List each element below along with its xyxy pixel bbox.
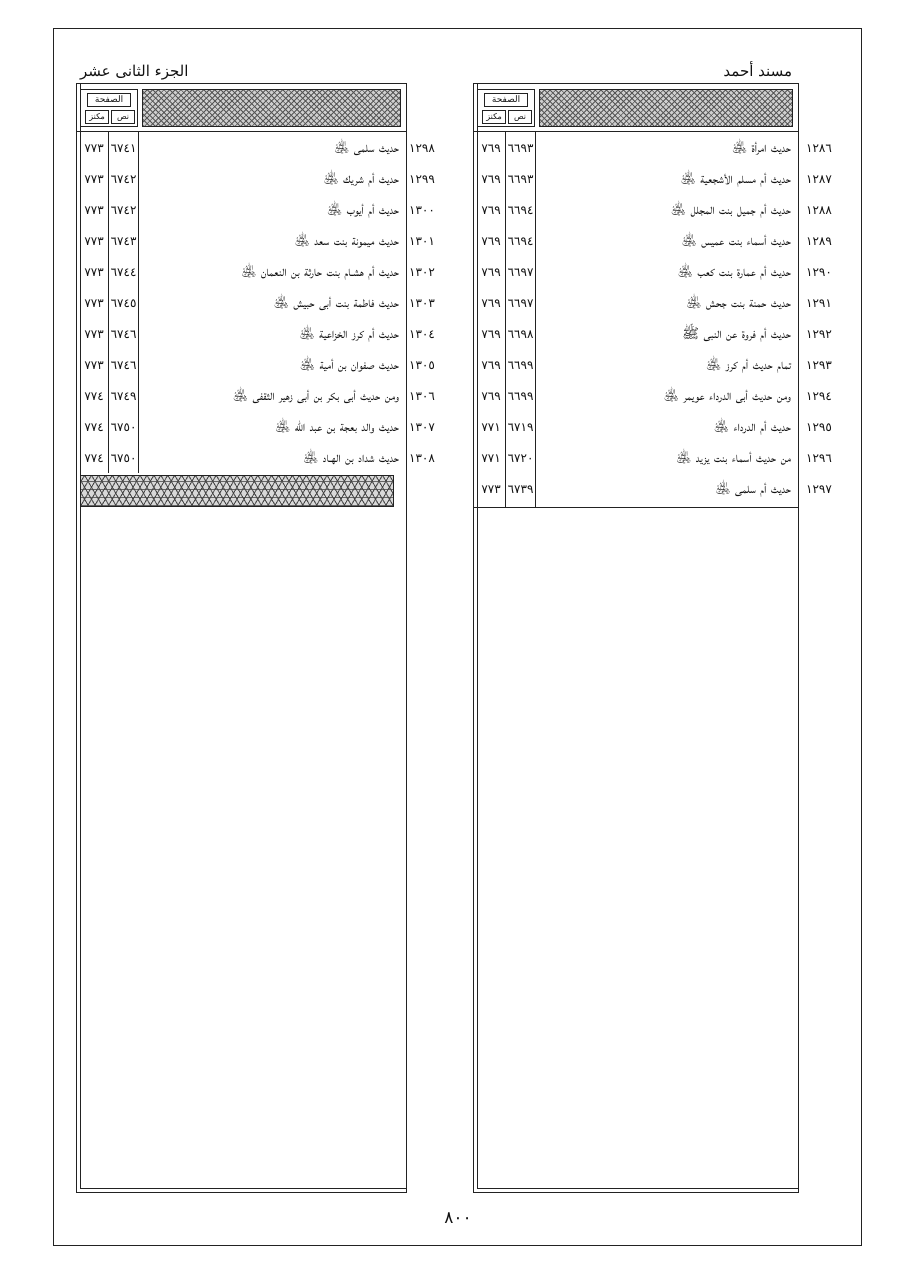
entry-title: حديث حمنة بنت جحش ﵁ xyxy=(686,295,791,311)
index-entry xyxy=(76,226,407,257)
nass-page: ٦٧٤٤ xyxy=(110,265,137,279)
nass-label: نص xyxy=(111,110,135,124)
entry-title: حديث أم كرز الخزاعية ﵁ xyxy=(299,326,399,342)
maknaz-page: ٧٧٣ xyxy=(84,327,104,341)
index-entry xyxy=(76,443,407,474)
entry-number: ١٢٨٨ xyxy=(806,203,832,217)
entry-title: حديث أم جميل بنت المجلل ﵁ xyxy=(670,202,791,218)
page-label: الصفحة xyxy=(484,93,528,107)
nass-page: ٦٦٩٩ xyxy=(507,358,534,372)
nass-page: ٦٧٤٢ xyxy=(110,172,137,186)
entry-title: ومن حديث أبى بكر بن أبى زهير الثقفى ﵁ xyxy=(232,388,399,404)
index-entry xyxy=(76,350,407,381)
index-entry xyxy=(473,443,799,474)
maknaz-page: ٧٧٣ xyxy=(84,265,104,279)
entry-title: حديث أم عمارة بنت كعب ﵁ xyxy=(677,264,791,280)
nass-page: ٦٦٩٩ xyxy=(507,389,534,403)
entry-number: ١٣٠٨ xyxy=(409,451,435,465)
entry-number: ١٣٠٦ xyxy=(409,389,435,403)
nass-page: ٦٧١٩ xyxy=(507,420,534,434)
nass-page: ٦٧٥٠ xyxy=(110,451,137,465)
index-entry xyxy=(473,381,799,412)
maknaz-page: ٧٧٣ xyxy=(84,358,104,372)
maknaz-page: ٧٧٤ xyxy=(84,451,104,465)
index-entry xyxy=(76,257,407,288)
nass-page: ٦٦٩٨ xyxy=(507,327,534,341)
maknaz-page: ٧٧٣ xyxy=(84,234,104,248)
entry-title: حديث أم سلمى ﵁ xyxy=(715,481,791,497)
maknaz-page: ٧٧١ xyxy=(481,420,501,434)
entry-title: حديث امرأة ﵁ xyxy=(731,140,791,156)
nass-page: ٦٧٢٠ xyxy=(507,451,534,465)
maknaz-label: مكنز xyxy=(482,110,506,124)
index-entry xyxy=(76,195,407,226)
maknaz-page: ٧٧٣ xyxy=(84,141,104,155)
nass-page: ٦٦٩٧ xyxy=(507,296,534,310)
index-entry xyxy=(76,164,407,195)
index-entry xyxy=(473,350,799,381)
nass-page: ٦٧٤٦ xyxy=(110,327,137,341)
ornamental-title-panel xyxy=(539,89,793,127)
index-entry xyxy=(473,257,799,288)
entry-number: ١٢٩٦ xyxy=(806,451,832,465)
maknaz-label: مكنز xyxy=(85,110,109,124)
nass-page: ٦٦٩٣ xyxy=(507,141,534,155)
page-label: الصفحة xyxy=(87,93,131,107)
nass-page: ٦٦٩٤ xyxy=(507,234,534,248)
maknaz-page: ٧٦٩ xyxy=(481,234,501,248)
index-entry xyxy=(76,288,407,319)
entry-title: حديث أم هشـام بنت حارثة بن النعمان ﵁ xyxy=(241,264,399,280)
entry-number: ١٣٠٥ xyxy=(409,358,435,372)
entry-title: حديث فاطمة بنت أبى حبيش ﵁ xyxy=(273,295,399,311)
entry-number: ١٣٠٢ xyxy=(409,265,435,279)
ornamental-title-panel xyxy=(142,89,401,127)
nass-page: ٦٧٤٢ xyxy=(110,203,137,217)
maknaz-page: ٧٦٩ xyxy=(481,141,501,155)
index-entry xyxy=(473,226,799,257)
entry-title: حديث والد بعجة بن عبد الله ﵁ xyxy=(274,419,399,435)
entry-number: ١٢٨٦ xyxy=(806,141,832,155)
entry-number: ١٣٠٧ xyxy=(409,420,435,434)
nass-page: ٦٧٣٩ xyxy=(507,482,534,496)
page-column-header xyxy=(80,89,138,127)
entry-title: حديث أم شريك ﵁ xyxy=(323,171,399,187)
maknaz-page: ٧٧٤ xyxy=(84,389,104,403)
entry-number: ١٣٠٤ xyxy=(409,327,435,341)
entry-number: ١٣٠١ xyxy=(409,234,435,248)
nass-page: ٦٧٤١ xyxy=(110,141,137,155)
entry-number: ١٢٨٩ xyxy=(806,234,832,248)
nass-page: ٦٧٥٠ xyxy=(110,420,137,434)
nass-page: ٦٦٩٤ xyxy=(507,203,534,217)
nass-label: نص xyxy=(508,110,532,124)
maknaz-page: ٧٦٩ xyxy=(481,389,501,403)
running-header-volume: الجزء الثانى عشر xyxy=(80,62,189,80)
maknaz-page: ٧٧٣ xyxy=(84,296,104,310)
nass-page: ٦٦٩٣ xyxy=(507,172,534,186)
entry-title: حديث أم فروة عن النبى ﷺ xyxy=(682,326,791,342)
entry-number: ١٢٩٤ xyxy=(806,389,832,403)
entry-number: ١٣٠٣ xyxy=(409,296,435,310)
maknaz-page: ٧٦٩ xyxy=(481,203,501,217)
entry-number: ١٢٩١ xyxy=(806,296,832,310)
entry-number: ١٢٨٧ xyxy=(806,172,832,186)
page-number: ٨٠٠ xyxy=(444,1208,472,1228)
entry-number: ١٢٩٠ xyxy=(806,265,832,279)
running-header-book: مسند أحمد xyxy=(723,62,792,80)
nass-page: ٦٧٤٦ xyxy=(110,358,137,372)
nass-page: ٦٧٤٥ xyxy=(110,296,137,310)
index-entry xyxy=(76,319,407,350)
entry-title: تمام حديث أم كرز ﵁ xyxy=(705,357,791,373)
ornamental-divider-band xyxy=(80,475,394,507)
index-entry xyxy=(76,133,407,164)
entry-title: حديث صفوان بن أمية ﵁ xyxy=(299,357,399,373)
index-entry xyxy=(76,412,407,443)
nass-page: ٦٧٤٩ xyxy=(110,389,137,403)
index-entry xyxy=(473,133,799,164)
maknaz-page: ٧٧١ xyxy=(481,451,501,465)
index-entry xyxy=(473,474,799,505)
maknaz-page: ٧٦٩ xyxy=(481,265,501,279)
maknaz-page: ٧٧٣ xyxy=(481,482,501,496)
entry-number: ١٢٩٩ xyxy=(409,172,435,186)
index-table-left xyxy=(76,83,407,1193)
entry-number: ١٢٩٧ xyxy=(806,482,832,496)
entry-number: ١٢٩٢ xyxy=(806,327,832,341)
entry-title: حديث أم أيوب ﵁ xyxy=(326,202,399,218)
entry-number: ١٢٩٥ xyxy=(806,420,832,434)
index-entry xyxy=(473,412,799,443)
index-entry xyxy=(473,319,799,350)
entry-number: ١٣٠٠ xyxy=(409,203,435,217)
index-entry xyxy=(76,381,407,412)
nass-page: ٦٧٤٣ xyxy=(110,234,137,248)
maknaz-page: ٧٦٩ xyxy=(481,358,501,372)
maknaz-page: ٧٦٩ xyxy=(481,172,501,186)
index-table-right xyxy=(473,83,799,1193)
entry-title: حديث شداد بن الهـاد ﵁ xyxy=(303,450,399,466)
entry-number: ١٢٩٣ xyxy=(806,358,832,372)
page-column-header xyxy=(477,89,535,127)
nass-page: ٦٦٩٧ xyxy=(507,265,534,279)
index-entry xyxy=(473,164,799,195)
entry-title: حديث أم الدرداء ﵁ xyxy=(713,419,791,435)
entry-number: ١٢٩٨ xyxy=(409,141,435,155)
maknaz-page: ٧٦٩ xyxy=(481,296,501,310)
maknaz-page: ٧٦٩ xyxy=(481,327,501,341)
maknaz-page: ٧٧٣ xyxy=(84,172,104,186)
entry-title: حديث أسماء بنت عميس ﵁ xyxy=(681,233,791,249)
entry-title: حديث أم مسلم الأشجعية ﵁ xyxy=(680,171,791,187)
entry-title: ومن حديث أبى الدرداء عويمر ﵁ xyxy=(663,388,791,404)
index-entry xyxy=(473,195,799,226)
maknaz-page: ٧٧٣ xyxy=(84,203,104,217)
maknaz-page: ٧٧٤ xyxy=(84,420,104,434)
entry-title: حديث سلمى ﵁ xyxy=(333,140,399,156)
entry-title: من حديث أسماء بنت يزيد ﵁ xyxy=(676,450,791,466)
entry-title: حديث ميمونة بنت سعد ﵁ xyxy=(294,233,399,249)
index-entry xyxy=(473,288,799,319)
